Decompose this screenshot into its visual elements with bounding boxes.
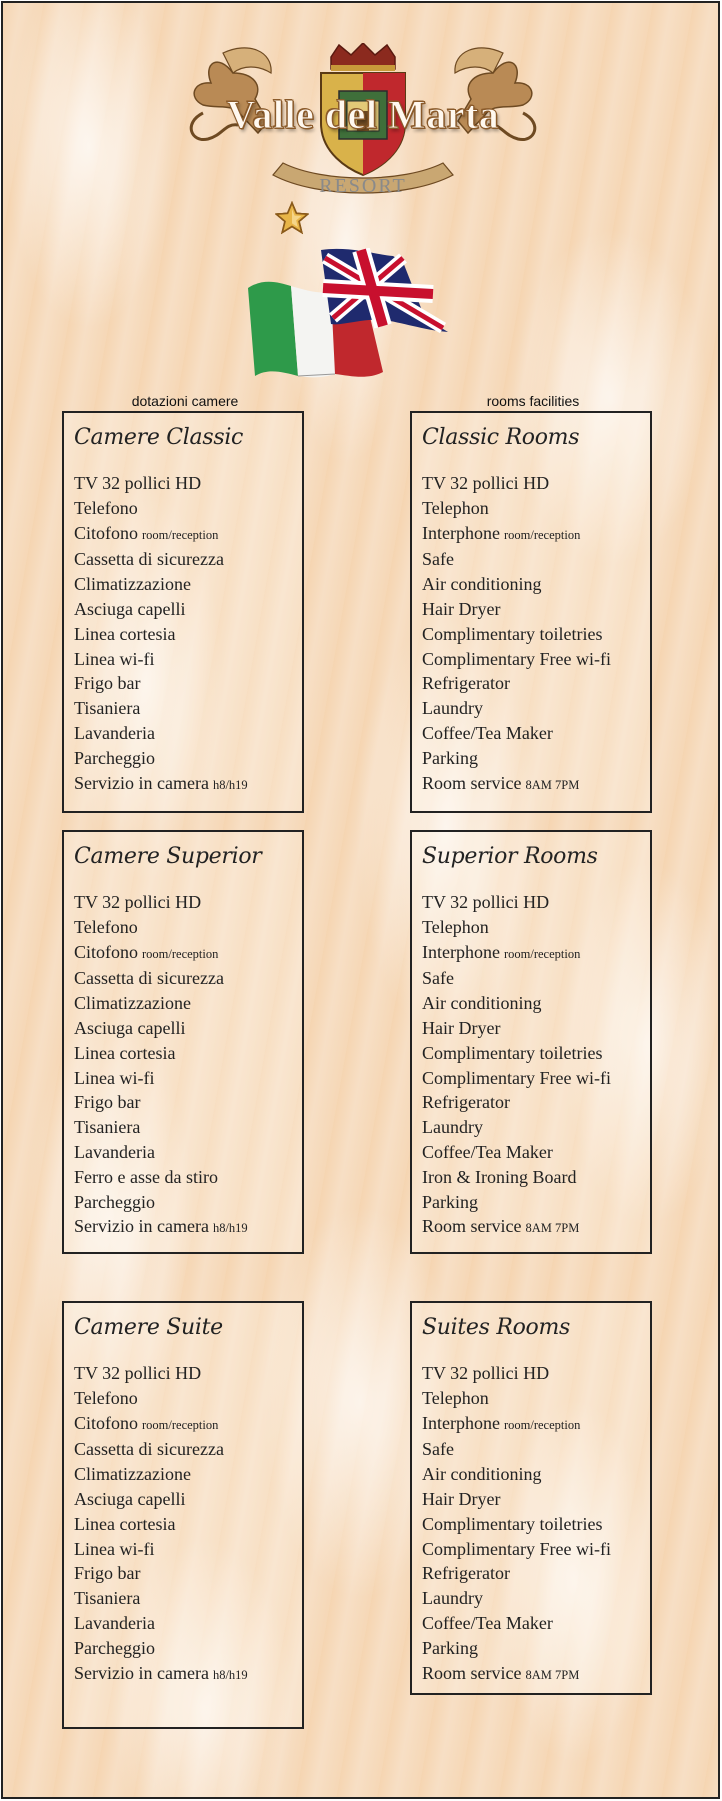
facility-item	[422, 671, 611, 696]
facility-label: Cassetta di sicurezza	[74, 1439, 224, 1460]
facility-label: TV 32 pollici HD	[422, 473, 550, 493]
facility-item	[422, 991, 611, 1016]
facility-label: Coffee/Tea Maker	[422, 722, 553, 743]
language-flags	[243, 248, 483, 383]
facility-item	[74, 496, 248, 521]
facility-item	[422, 890, 611, 915]
facility-item	[74, 746, 248, 771]
facility-label: Laundry	[422, 1588, 483, 1609]
box-title: Camere Classic	[74, 425, 244, 450]
facility-item	[422, 496, 611, 521]
facility-item	[74, 1636, 248, 1661]
facility-label: Parcheggio	[74, 1191, 155, 1212]
facility-item	[74, 1190, 248, 1215]
facility-item	[422, 521, 611, 548]
facility-note: room/reception	[503, 1417, 581, 1432]
facilities-list	[422, 471, 611, 797]
facility-item	[422, 1190, 611, 1215]
box-title: Camere Suite	[74, 1315, 223, 1340]
facility-label: Complimentary Free wi-fi	[422, 648, 611, 669]
facility-item	[74, 521, 248, 548]
facility-label: Tisaniera	[74, 1117, 141, 1138]
facility-item	[422, 1611, 611, 1636]
facility-label: Parking	[422, 1637, 478, 1658]
facility-item	[422, 1537, 611, 1562]
facility-item	[422, 1437, 611, 1462]
facility-note: room/reception	[503, 946, 581, 961]
facility-note: room/reception	[142, 946, 219, 961]
brand-subtitle: RESORT	[319, 175, 407, 197]
facility-item	[74, 1611, 248, 1636]
facility-label: Complimentary toiletries	[422, 1042, 603, 1063]
facility-note: h8/h19	[212, 1221, 248, 1236]
facility-item	[74, 1041, 248, 1066]
facility-item	[422, 1462, 611, 1487]
facility-label: Cassetta di sicurezza	[74, 549, 224, 570]
facility-note: room/reception	[503, 527, 581, 542]
facilities-list	[74, 1361, 248, 1687]
facility-item	[422, 547, 611, 572]
facility-label: Complimentary toiletries	[422, 1513, 603, 1534]
superior-rooms-english-box	[410, 830, 652, 1254]
facility-label: Asciuga capelli	[74, 1017, 186, 1038]
facility-label: Climatizzazione	[74, 574, 191, 595]
facility-label: Safe	[422, 549, 454, 570]
facility-label: Parcheggio	[74, 747, 155, 768]
suite-rooms-english-box	[410, 1301, 652, 1695]
facility-item	[74, 1140, 248, 1165]
facility-label: Linea cortesia	[74, 1513, 176, 1534]
facility-label: Citofono	[74, 1412, 139, 1433]
english-column-label: rooms facilities	[486, 393, 580, 409]
facility-label: Ferro e asse da stiro	[74, 1166, 218, 1187]
facility-label: Refrigerator	[422, 1092, 510, 1113]
facility-item	[422, 1661, 611, 1688]
italian-column-label: dotazioni camere	[131, 393, 239, 409]
box-title: Camere Superior	[74, 844, 262, 869]
facility-label: Linea cortesia	[74, 623, 176, 644]
facility-label: Servizio in camera	[74, 1662, 209, 1683]
facility-item	[422, 1561, 611, 1586]
facility-note: h8/h19	[212, 777, 248, 792]
facility-label: Refrigerator	[422, 1563, 510, 1584]
facility-label: Citofono	[74, 522, 139, 543]
facility-item	[74, 1165, 248, 1190]
facility-label: Linea wi-fi	[74, 1067, 155, 1088]
facility-label: Coffee/Tea Maker	[422, 1612, 553, 1633]
facility-item	[422, 622, 611, 647]
facility-label: Frigo bar	[74, 1563, 141, 1584]
facility-label: Refrigerator	[422, 673, 510, 694]
facility-item	[74, 991, 248, 1016]
facility-label: TV 32 pollici HD	[74, 1363, 202, 1383]
facility-item	[74, 1361, 248, 1386]
facility-item	[74, 1561, 248, 1586]
facility-label: Interphone	[422, 522, 500, 543]
facility-item	[74, 622, 248, 647]
facility-item	[74, 1066, 248, 1091]
facility-item	[422, 1586, 611, 1611]
facility-label: Complimentary Free wi-fi	[422, 1067, 611, 1088]
facility-item	[422, 1386, 611, 1411]
facility-label: Lavanderia	[74, 1612, 155, 1633]
facility-item	[74, 1661, 248, 1688]
facility-label: Laundry	[422, 698, 483, 719]
facilities-list	[74, 471, 248, 797]
facility-item	[74, 1090, 248, 1115]
facility-item	[74, 572, 248, 597]
facility-note: 8AM 7PM	[525, 777, 580, 792]
facility-item	[422, 1140, 611, 1165]
facility-note: 8AM 7PM	[525, 1667, 580, 1682]
facility-note: room/reception	[142, 527, 219, 542]
facility-item	[74, 1016, 248, 1041]
box-title: Superior Rooms	[422, 844, 598, 869]
facility-item	[422, 572, 611, 597]
superior-rooms-italian-box	[62, 830, 304, 1254]
facility-label: Citofono	[74, 941, 139, 962]
facility-label: Hair Dryer	[422, 1017, 501, 1038]
facility-item	[74, 696, 248, 721]
facility-label: Laundry	[422, 1117, 483, 1138]
facility-label: Parking	[422, 1191, 478, 1212]
facility-label: Frigo bar	[74, 673, 141, 694]
facility-item	[74, 1586, 248, 1611]
facility-label: Parcheggio	[74, 1637, 155, 1658]
facility-label: Telefono	[74, 497, 138, 518]
facility-label: Linea cortesia	[74, 1042, 176, 1063]
facility-item	[74, 721, 248, 746]
facility-item	[74, 771, 248, 798]
facility-item	[422, 1487, 611, 1512]
facility-item	[422, 966, 611, 991]
facility-item	[74, 547, 248, 572]
facility-label: Hair Dryer	[422, 598, 501, 619]
classic-rooms-italian-box	[62, 411, 304, 813]
facility-item	[422, 1361, 611, 1386]
facility-label: Tisaniera	[74, 1588, 141, 1609]
facility-item	[422, 771, 611, 798]
facility-label: Interphone	[422, 1412, 500, 1433]
facility-item	[74, 671, 248, 696]
facility-item	[74, 1537, 248, 1562]
facility-label: Asciuga capelli	[74, 598, 186, 619]
facility-label: Room service	[422, 1662, 522, 1683]
facility-item	[74, 1487, 248, 1512]
facility-label: Coffee/Tea Maker	[422, 1141, 553, 1162]
facility-item	[74, 890, 248, 915]
facility-item	[422, 1512, 611, 1537]
facility-label: Climatizzazione	[74, 993, 191, 1014]
facility-item	[422, 940, 611, 967]
facility-item	[422, 1165, 611, 1190]
facility-label: Linea wi-fi	[74, 648, 155, 669]
facility-item	[422, 1636, 611, 1661]
facility-item	[74, 1437, 248, 1462]
facility-item	[74, 1411, 248, 1438]
resort-logo	[163, 43, 563, 243]
facility-note: 8AM 7PM	[525, 1221, 580, 1236]
page-frame	[1, 1, 720, 1799]
facility-item	[74, 597, 248, 622]
facility-item	[74, 1386, 248, 1411]
facility-label: Telefono	[74, 1387, 138, 1408]
facility-label: Lavanderia	[74, 1141, 155, 1162]
rating-stars	[275, 201, 455, 237]
facility-label: TV 32 pollici HD	[422, 1363, 550, 1383]
facility-label: Iron & Ironing Board	[422, 1166, 577, 1187]
facility-label: Climatizzazione	[74, 1464, 191, 1485]
facility-label: Telephon	[422, 916, 489, 937]
facility-item	[74, 1214, 248, 1241]
facility-label: Complimentary Free wi-fi	[422, 1538, 611, 1559]
facility-label: Telephon	[422, 1387, 489, 1408]
facility-item	[422, 647, 611, 672]
facility-item	[422, 746, 611, 771]
facility-item	[74, 1115, 248, 1140]
facility-item	[422, 1115, 611, 1140]
facility-label: Safe	[422, 968, 454, 989]
facility-item	[422, 1066, 611, 1091]
facility-item	[74, 966, 248, 991]
facility-item	[422, 1411, 611, 1438]
facility-label: TV 32 pollici HD	[74, 892, 202, 912]
facility-item	[74, 471, 248, 496]
facility-label: Telefono	[74, 916, 138, 937]
facility-label: Frigo bar	[74, 1092, 141, 1113]
facility-item	[422, 471, 611, 496]
facility-label: Complimentary toiletries	[422, 623, 603, 644]
facility-item	[74, 1512, 248, 1537]
facilities-list	[74, 890, 248, 1241]
facility-label: Cassetta di sicurezza	[74, 968, 224, 989]
facility-item	[74, 647, 248, 672]
facility-label: Linea wi-fi	[74, 1538, 155, 1559]
facility-label: Tisaniera	[74, 698, 141, 719]
facility-label: Air conditioning	[422, 993, 542, 1014]
facilities-list	[422, 1361, 611, 1687]
classic-rooms-english-box	[410, 411, 652, 813]
facility-item	[422, 1041, 611, 1066]
box-title: Suites Rooms	[422, 1315, 571, 1340]
facility-label: Room service	[422, 772, 522, 793]
facility-item	[422, 915, 611, 940]
facility-item	[74, 940, 248, 967]
facility-label: Air conditioning	[422, 1464, 542, 1485]
facility-label: Air conditioning	[422, 574, 542, 595]
facility-label: Hair Dryer	[422, 1488, 501, 1509]
facility-label: Parking	[422, 747, 478, 768]
facility-label: TV 32 pollici HD	[74, 473, 202, 493]
facility-item	[422, 597, 611, 622]
facility-item	[422, 1214, 611, 1241]
facility-note: h8/h19	[212, 1667, 248, 1682]
facility-label: Servizio in camera	[74, 772, 209, 793]
star-icon	[275, 201, 309, 235]
brand-name: Valle del Marta	[226, 92, 500, 137]
facility-label: Telephon	[422, 497, 489, 518]
facilities-list	[422, 890, 611, 1241]
box-title: Classic Rooms	[422, 425, 580, 450]
facility-label: Safe	[422, 1439, 454, 1460]
facility-label: Lavanderia	[74, 722, 155, 743]
facility-item	[74, 1462, 248, 1487]
suite-rooms-italian-box	[62, 1301, 304, 1729]
facility-label: Asciuga capelli	[74, 1488, 186, 1509]
facility-item	[422, 1090, 611, 1115]
facility-label: Room service	[422, 1216, 522, 1237]
uk-flag-icon[interactable]	[321, 249, 448, 332]
facility-item	[422, 696, 611, 721]
facility-label: Servizio in camera	[74, 1216, 209, 1237]
facility-note: room/reception	[142, 1417, 219, 1432]
facility-label: TV 32 pollici HD	[422, 892, 550, 912]
facility-item	[422, 1016, 611, 1041]
facility-item	[74, 915, 248, 940]
facility-label: Interphone	[422, 941, 500, 962]
facility-item	[422, 721, 611, 746]
